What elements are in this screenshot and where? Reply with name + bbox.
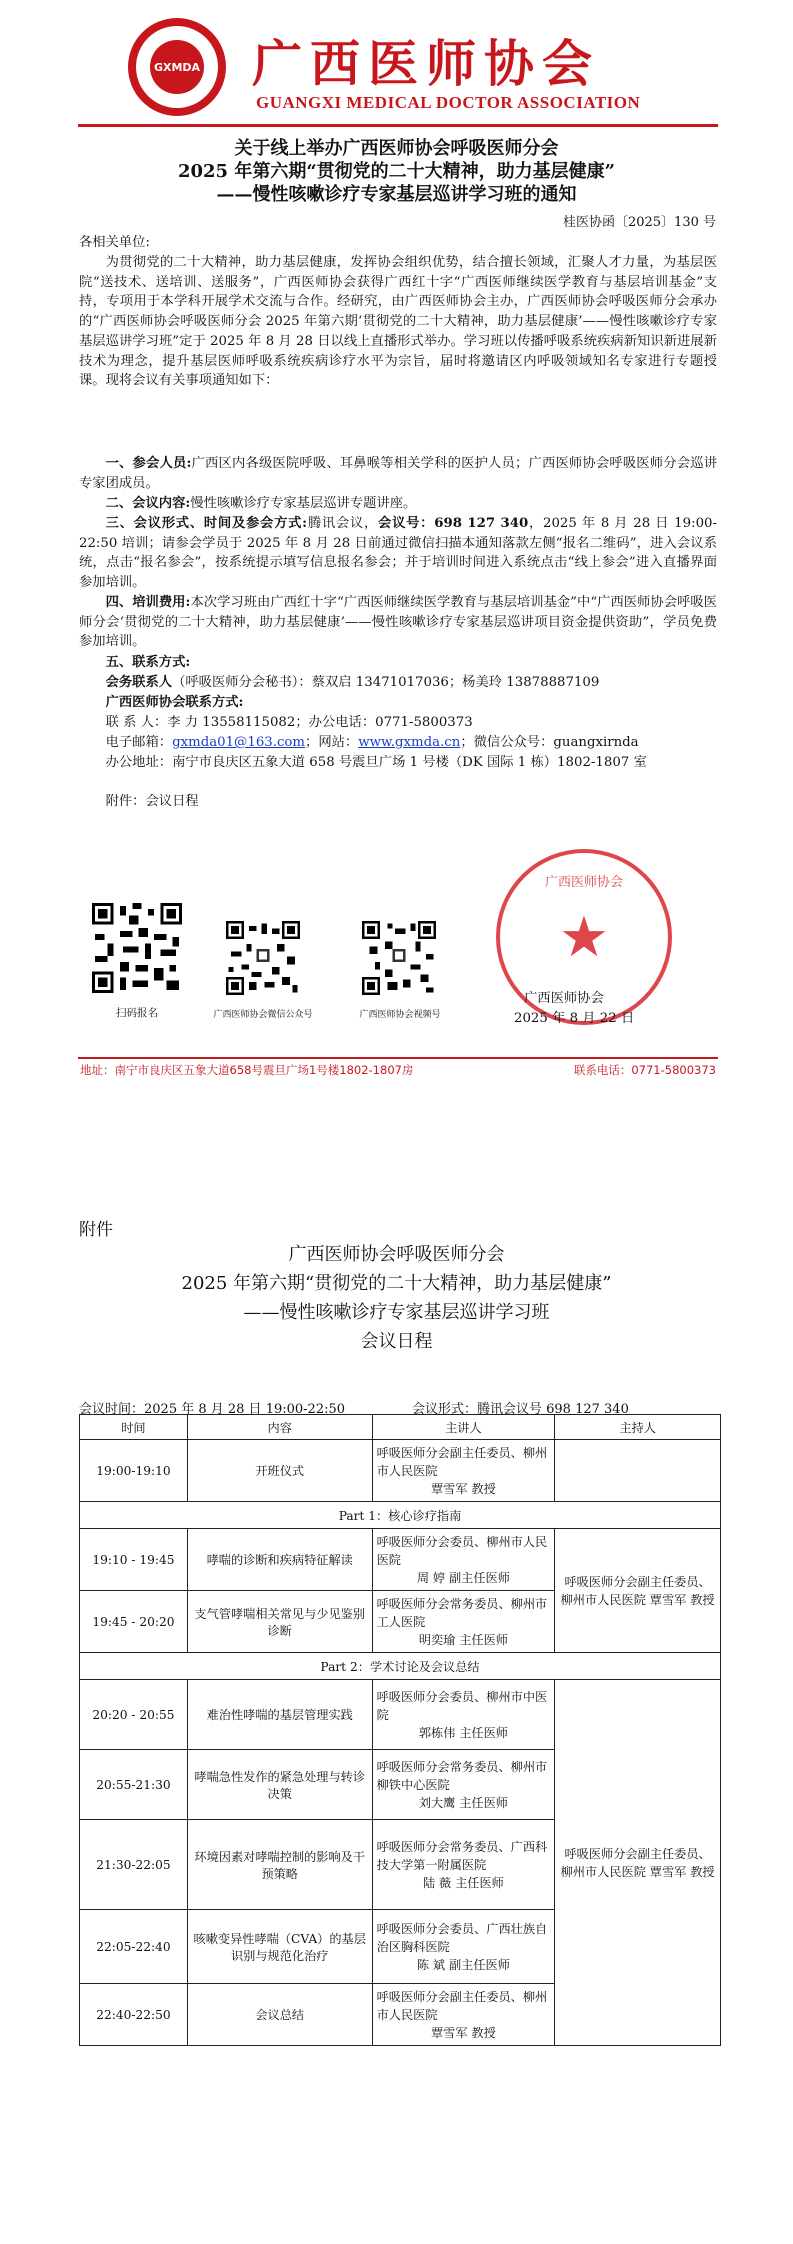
table-row: 22:05-22:40 咳嗽变异性哮喘（CVA）的基层识别与规范化治疗 呼吸医师分会委员、广西壮族自治区胸科医院 陈 斌 副主任医师 bbox=[80, 1910, 721, 1984]
section-content: 二、会议内容:慢性咳嗽诊疗专家基层巡讲专题讲座。 bbox=[105, 496, 417, 511]
table-row: 19:45 - 20:20 支气管哮喘相关常见与少见鉴别诊断 呼吸医师分会常务委员、柳州市工人医院 明奕瑜 主任医师 bbox=[80, 1591, 721, 1653]
part-row: Part 2：学术讨论及会议总结 bbox=[80, 1653, 721, 1680]
website-link[interactable]: www.gxmda.cn bbox=[358, 735, 461, 750]
contact-address: 办公地址：南宁市良庆区五象大道 658 号震旦广场 1 号楼（DK 国际 1 栋）1802-1807 室 bbox=[105, 755, 647, 770]
contact-secretary: 会务联系人（呼吸医师分会秘书）：蔡双启 13471017036；杨美玲 13878887109 bbox=[105, 675, 600, 690]
section-attendees: 一、参会人员:广西区内各级医院呼吸、耳鼻喉等相关学科的医护人员；广西医师协会呼吸医师分会巡讲专家团成员。 bbox=[79, 456, 717, 491]
table-row: 19:00-19:10 开班仪式 呼吸医师分会副主任委员、柳州市人民医院 覃雪军 教授 bbox=[80, 1440, 721, 1502]
section-fee: 四、培训费用:本次学习班由广西红十字“广西医师继续医学教育与基层培训基金”中“广西医师协会呼吸医师分会‘贯彻党的二十大精神，助力基层健康’——慢性咳嗽诊疗专家基层巡讲项目资金提供资助”，学员免费参加培训。 bbox=[79, 595, 717, 650]
table-row: 20:20 - 20:55 难治性哮喘的基层管理实践 呼吸医师分会委员、柳州市中医院 郭栋伟 主任医师 呼吸医师分会副主任委员、柳州市人民医院 覃雪军 教授 bbox=[80, 1680, 721, 1750]
footer-phone: 联系电话：0771-5800373 bbox=[573, 1063, 716, 1077]
seal-star-icon: ★ bbox=[558, 904, 610, 970]
qr-caption-wechat: 广西医师协会微信公众号 bbox=[213, 1010, 313, 1020]
part-row: Part 1：核心诊疗指南 bbox=[80, 1502, 721, 1529]
attachment-label: 附件 bbox=[79, 1220, 113, 1240]
agenda-table bbox=[79, 1414, 721, 2046]
agenda-title: 广西医师协会呼吸医师分会 2025 年第六期“贯彻党的二十大精神，助力基层健康” ——慢性咳嗽诊疗专家基层巡讲学习班 会议日程 bbox=[181, 1244, 612, 1352]
video-channel-qr-icon[interactable] bbox=[362, 921, 436, 995]
attachment-reference: 附件：会议日程 bbox=[105, 794, 199, 809]
part1-host: 呼吸医师分会副主任委员、柳州市人民医院 覃雪军 教授 bbox=[555, 1529, 721, 1653]
meeting-time: 会议时间：2025 年 8 月 28 日 19:00-22:50 bbox=[79, 1402, 346, 1417]
table-row: 22:40-22:50 会议总结 呼吸医师分会副主任委员、柳州市人民医院 覃雪军 教授 bbox=[80, 1984, 721, 2046]
signature-org: 广西医师协会 bbox=[524, 991, 604, 1006]
section-contact: 五、联系方式: bbox=[105, 655, 191, 670]
footer-address: 地址：南宁市良庆区五象大道658号震旦广场1号楼1802-1807房 bbox=[80, 1063, 414, 1077]
table-row: 19:10 - 19:45 哮喘的诊断和疾病特征解读 呼吸医师分会委员、柳州市人民医院 周 婷 副主任医师 呼吸医师分会副主任委员、柳州市人民医院 覃雪军 教授 bbox=[80, 1529, 721, 1591]
header-divider bbox=[78, 124, 718, 127]
section-format: 三、会议形式、时间及参会方式:腾讯会议，会议号：698 127 340，2025 年 8 月 28 日 19:00-22:50 培训；请参会学员于 2025 年 8 月 28 日前通过微信扫描本通知落款左侧“报名二维码”，进入会议系统，点击“报名参会”，按系统提示填写信息报名参会；并于培训时间进入系统点击“线上参会”进入直播界面参加培训。 bbox=[79, 516, 717, 591]
part2-host: 呼吸医师分会副主任委员、柳州市人民医院 覃雪军 教授 bbox=[555, 1680, 721, 2046]
contact-online: 电子邮箱：gxmda01@163.com；网站：www.gxmda.cn；微信公众号：guangxirnda bbox=[105, 735, 639, 750]
contact-association-label: 广西医师协会联系方式: bbox=[105, 695, 244, 710]
logo-text: GXMDA bbox=[150, 40, 204, 94]
document-number: 桂医协函〔2025〕130 号 bbox=[562, 215, 716, 230]
seal-text: 广西医师协会 bbox=[544, 875, 623, 890]
footer-divider bbox=[78, 1057, 718, 1059]
signature-date: 2025 年 8 月 22 日 bbox=[514, 1011, 635, 1026]
table-row: 21:30-22:05 环境因素对哮喘控制的影响及干预策略 呼吸医师分会常务委员、广西科技大学第一附属医院 陆 薇 主任医师 bbox=[80, 1820, 721, 1910]
notice-title: 关于线上举办广西医师协会呼吸医师分会 2025 年第六期“贯彻党的二十大精神，助力基层健康” ——慢性咳嗽诊疗专家基层巡讲学习班的通知 bbox=[177, 138, 616, 205]
association-logo bbox=[128, 18, 226, 116]
contact-person: 联 系 人：李 力 13558115082；办公电话：0771-5800373 bbox=[105, 715, 473, 730]
greeting: 各相关单位: bbox=[79, 235, 150, 250]
table-header: 时间 内容 主讲人 主持人 bbox=[80, 1415, 721, 1440]
meeting-form: 会议形式：腾讯会议号 698 127 340 bbox=[412, 1402, 629, 1417]
qr-caption-video: 广西医师协会视频号 bbox=[359, 1010, 441, 1020]
org-name-cn: 广西医师协会 bbox=[252, 34, 600, 93]
registration-qr-icon[interactable] bbox=[92, 903, 182, 993]
email-link[interactable]: gxmda01@163.com bbox=[172, 735, 306, 750]
intro-paragraph: 为贯彻党的二十大精神，助力基层健康，发挥协会组织优势，结合擅长领域，汇聚人才力量，为基层医院“送技术、送培训、送服务”，广西医师协会获得广西红十字“广西医师继续医学教育与基层培训基金”支持，专项用于本学科开展学术交流与合作。经研究，由广西医师协会主办，广西医师协会呼吸医师分会承办的“广西医师协会呼吸医师分会 2025 年第六期‘贯彻党的二十大精神，助力基层健康’——慢性咳嗽诊疗专家基层巡讲学习班”定于 2025 年 8 月 28 日以线上直播形式举办。学习班以传播呼吸系统疾病新知识新进展新技术为理念，提升基层医师呼吸系统疾病诊疗水平为宗旨，届时将邀请区内呼吸领域知名专家进行专题授课。现将会议有关事项通知如下： bbox=[79, 255, 717, 389]
org-name-en: GUANGXI MEDICAL DOCTOR ASSOCIATION bbox=[256, 93, 641, 112]
qr-caption-registration: 扫码报名 bbox=[116, 1007, 158, 1019]
table-row: 20:55-21:30 哮喘急性发作的紧急处理与转诊决策 呼吸医师分会常务委员、柳州市柳铁中心医院 刘大鹰 主任医师 bbox=[80, 1750, 721, 1820]
wechat-official-qr-icon[interactable] bbox=[226, 921, 300, 995]
